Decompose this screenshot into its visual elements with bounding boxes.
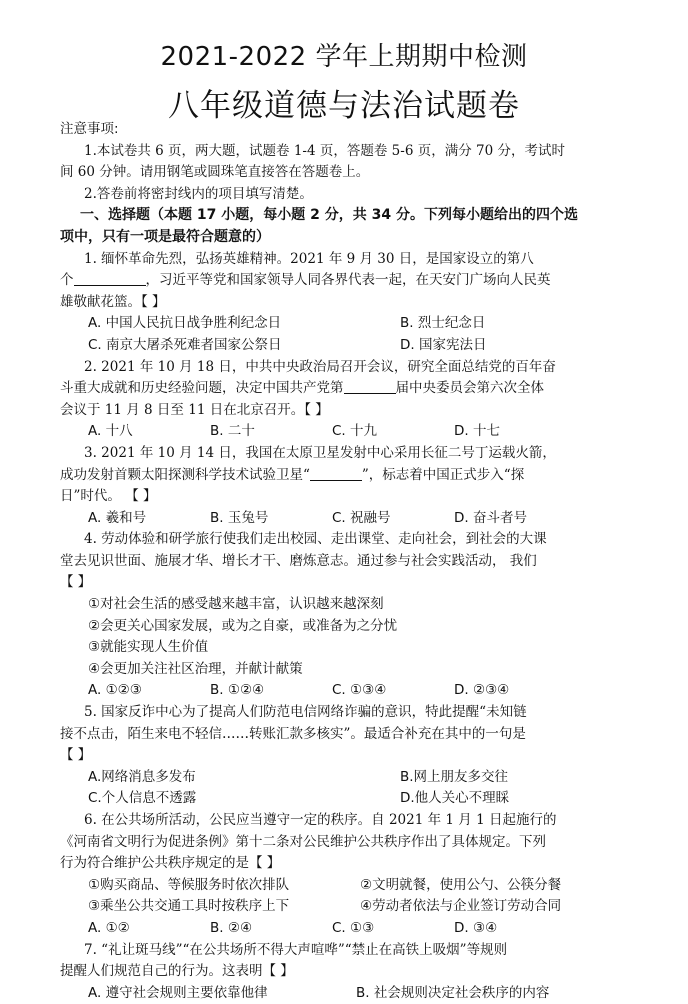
- question-3-text: ”，标志着中国正式步入“探: [361, 466, 525, 483]
- question-4-stem: 4. 劳动体验和研学旅行使我们走出校园、走出课堂、走向社会，到社会的大课: [84, 531, 547, 548]
- question-7-stem: 7. “礼让斑马线”“在公共场所不得大声喧哗”“禁止在高铁上吸烟”等规则: [84, 941, 508, 958]
- question-3-stem-line2: [60, 465, 636, 487]
- notice-item-2: 2.答卷前将密封线内的项目填写清楚。: [84, 185, 313, 202]
- answer-blank: [74, 271, 146, 286]
- option-d: D. 国家宪法日: [400, 336, 487, 353]
- question-3-options-row: [60, 508, 636, 530]
- question-2-text: 斗重大成就和历史经验问题，决定中国共产党第: [60, 380, 344, 397]
- question-5-options-row: [60, 788, 636, 810]
- question-6-statements-row: [60, 875, 636, 897]
- question-5-options-row: [60, 767, 636, 789]
- question-5-stem: 5. 国家反诈中心为了提高人们防范电信网络诈骗的意识，特此提醒“未知链: [84, 704, 527, 721]
- notice-item-1: 1.本试卷共 6 页，两大题，试题卷 1-4 页，答题卷 5-6 页，满分 70 分，考试时: [84, 142, 565, 159]
- statement-1: ①购买商品、等候服务时依次排队: [88, 876, 290, 893]
- option-b: B. ①②④: [210, 682, 265, 699]
- option-a: A. 中国人民抗日战争胜利纪念日: [88, 315, 282, 332]
- exam-title: 2021-2022 学年上期期中检测: [160, 42, 528, 72]
- question-6-stem: 6. 在公共场所活动，公民应当遵守一定的秩序。自 2021 年 1 月 1 日起施行的: [84, 812, 557, 828]
- option-a: A. ①②③: [88, 682, 142, 699]
- option-c: C. 南京大屠杀死难者国家公祭日: [88, 336, 282, 353]
- question-2-stem-line3: 会议于 11 月 8 日至 11 日在北京召开。【 】: [60, 401, 329, 418]
- question-1-options-row: [60, 313, 636, 335]
- question-7-stem-line2: 提醒人们规范自己的行为。这表明【 】: [60, 963, 294, 980]
- question-6-options-row: [60, 918, 636, 940]
- statement-4: ④劳动者依法与企业签订劳动合同: [360, 898, 562, 915]
- option-b: B. 社会规则决定社会秩序的内容: [356, 984, 550, 1001]
- question-1-stem: 1. 缅怀革命先烈，弘扬英雄精神。2021 年 9 月 30 日，是国家设立的第八: [84, 250, 534, 267]
- option-d: D. ②③④: [454, 682, 510, 699]
- question-7-options-row: [60, 983, 636, 1004]
- question-6-stem-line3: 行为符合维护公共秩序规定的是【 】: [60, 855, 281, 872]
- question-1-stem-line2: [60, 270, 636, 292]
- statement-4: ④会更加关注社区治理，并献计献策: [88, 660, 303, 677]
- option-d: D. 十七: [454, 423, 500, 440]
- exam-content: [60, 119, 636, 1004]
- option-b: B. 烈士纪念日: [400, 315, 486, 332]
- question-4-stem-line2: 堂去见识世面、施展才华、增长才干、磨炼意志。通过参与社会实践活动， 我们: [60, 552, 537, 569]
- question-5-stem-line2: 接不点击，陌生来电不轻信……转账汇款多核实”。最适合补充在其中的一句是: [60, 725, 526, 742]
- option-b: B. 玉兔号: [210, 509, 269, 526]
- question-2-stem: 2. 2021 年 10 月 18 日，中共中央政治局召开会议，研究全面总结党的百年奋: [84, 358, 556, 375]
- question-1-options-row: [60, 335, 636, 357]
- option-b: B.网上朋友多交往: [400, 768, 509, 785]
- option-b: B. ②④: [210, 919, 253, 936]
- notice-heading: 注意事项:: [60, 121, 119, 137]
- question-1-stem-line3: 雄敬献花篮。【 】: [60, 293, 166, 310]
- option-c: C. ①③: [332, 919, 375, 936]
- section-heading-cont: 项中，只有一项是最符合题意的）: [60, 228, 270, 245]
- statement-3: ③乘坐公共交通工具时按秩序上下: [88, 898, 290, 915]
- option-c: C. ①③④: [332, 682, 387, 699]
- statement-1: ①对社会生活的感受越来越丰富，认识越来越深刻: [88, 596, 384, 613]
- question-4-options-row: [60, 680, 636, 702]
- question-6-stem-line2: 《河南省文明行为促进条例》第十二条对公民维护公共秩序作出了具体规定。下列: [60, 833, 546, 850]
- option-d: D.他人关心不理睬: [400, 790, 510, 807]
- answer-blank: [344, 379, 396, 394]
- option-d: D. ③④: [454, 919, 498, 936]
- section-heading: 一、选择题（本题 17 小题，每小题 2 分，共 34 分。下列每小题给出的四个选: [80, 207, 578, 224]
- question-3-text: 成功发射首颗太阳探测科学技术试验卫星“: [60, 466, 310, 483]
- statement-2: ②会更关心国家发展，或为之自豪，或准备为之分忧: [88, 617, 398, 634]
- option-c: C. 祝融号: [332, 509, 391, 526]
- statement-2: ②文明就餐，使用公勺、公筷分餐: [360, 876, 562, 893]
- question-3-stem-line3: 日”时代。 【 】: [60, 488, 157, 505]
- option-a: A. ①②: [88, 919, 130, 936]
- question-6-statements-row: [60, 896, 636, 918]
- option-c: C.个人信息不透露: [88, 790, 197, 807]
- option-b: B. 二十: [210, 423, 255, 440]
- question-2-text: 届中央委员会第六次全体: [395, 380, 544, 397]
- question-2-options-row: [60, 421, 636, 443]
- answer-blank: [310, 466, 362, 481]
- question-1-text: 个: [60, 272, 74, 289]
- option-c: C. 十九: [332, 423, 378, 440]
- option-a: A. 遵守社会规则主要依靠他律: [88, 984, 268, 1001]
- question-1-text: ，习近平等党和国家领导人同各界代表一起，在天安门广场向人民英: [145, 272, 551, 289]
- statement-3: ③就能实现人生价值: [88, 639, 209, 656]
- option-a: A. 羲和号: [88, 509, 147, 526]
- question-3-stem: 3. 2021 年 10 月 14 日，我国在太原卫星发射中心采用长征二号丁运载火箭，: [84, 444, 556, 461]
- notice-item-1-cont: 间 60 分钟。请用钢笔或圆珠笔直接答在答题卷上。: [60, 164, 370, 181]
- question-2-stem-line2: [60, 378, 636, 400]
- option-a: A.网络消息多发布: [88, 768, 196, 785]
- question-4-stem-line3: 【 】: [60, 574, 92, 591]
- question-5-stem-line3: 【 】: [60, 747, 92, 764]
- option-a: A. 十八: [88, 423, 133, 440]
- option-d: D. 奋斗者号: [454, 509, 527, 526]
- exam-subject-title: 八年级道德与法治试题卷: [168, 88, 520, 124]
